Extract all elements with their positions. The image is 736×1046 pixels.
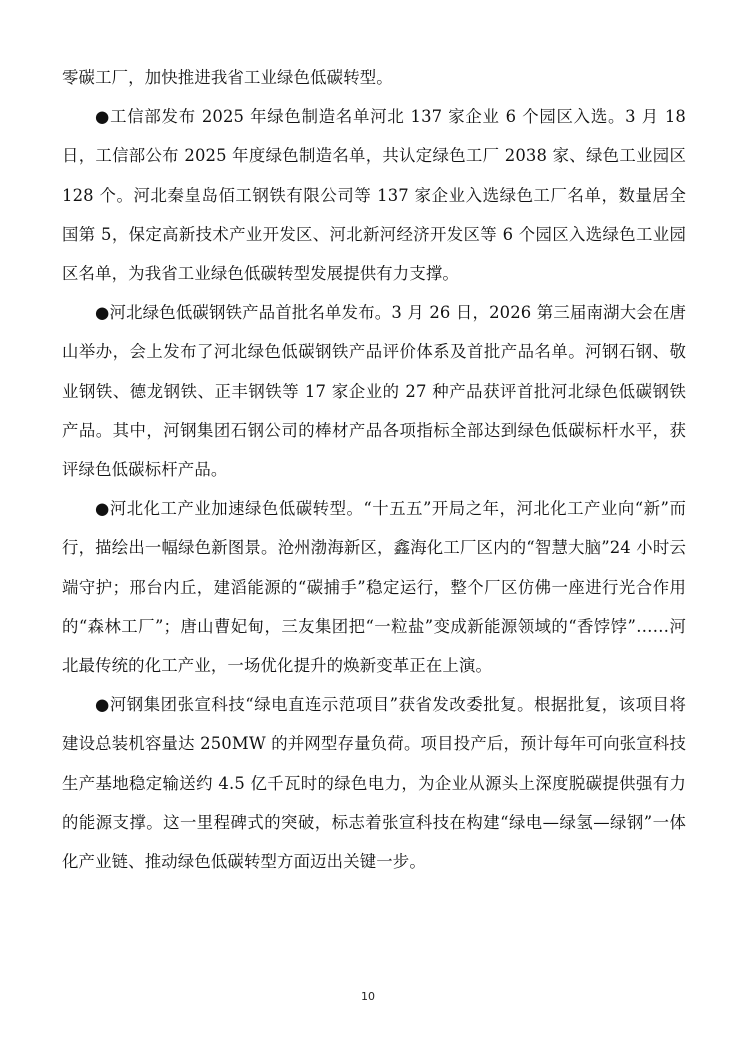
document-body (62, 58, 686, 881)
paragraph-green-manufacturing-list: ●工信部发布 2025 年绿色制造名单河北 137 家企业 6 个园区入选。3 月 18 日，工信部公布 2025 年度绿色制造名单，共认定绿色工厂 2038 家、绿色工业园区 128 个。河北秦皇岛佰工钢铁有限公司等 137 家企业入选绿色工厂名单，数量居全国第 5，保定高新技术产业开发区、河北新河经济开发区等 6 个园区入选绿色工业园区名单，为我省工业绿色低碳转型发展提供有力支撑。 (62, 107, 686, 284)
page-number: 10 (361, 990, 375, 1003)
paragraph-low-carbon-steel-products: ●河北绿色低碳钢铁产品首批名单发布。3 月 26 日，2026 第三届南湖大会在唐山举办，会上发布了河北绿色低碳钢铁产品评价体系及首批产品名单。河钢石钢、敬业钢铁、德龙钢铁、正丰钢铁等 17 家企业的 27 种产品获评首批河北绿色低碳钢铁产品。其中，河钢集团石钢公司的棒材产品各项指标全部达到绿色低碳标杆水平，获评绿色低碳标杆产品。 (62, 303, 686, 480)
paragraph-green-power-project: ●河钢集团张宣科技“绿电直连示范项目”获省发改委批复。根据批复，该项目将建设总装机容量达 250MW 的并网型存量负荷。项目投产后，预计每年可向张宣科技生产基地稳定输送约 4.5 亿千瓦时的绿色电力，为企业从源头上深度脱碳提供强有力的能源支撑。这一里程碑式的突破，标志着张宣科技在构建“绿电—绿氢—绿钢”一体化产业链、推动绿色低碳转型方面迈出关键一步。 (62, 695, 687, 872)
paragraph-continuation: 零碳工厂，加快推进我省工业绿色低碳转型。 (62, 68, 393, 87)
paragraph-chemical-industry-transformation: ●河北化工产业加速绿色低碳转型。“十五五”开局之年，河北化工产业向“新”而行，描绘出一幅绿色新图景。沧州渤海新区，鑫海化工厂区内的“智慧大脑”24 小时云端守护；邢台内丘，建滔能源的“碳捕手”稳定运行，整个厂区仿佛一座进行光合作用的“森林工厂”；唐山曹妃甸，三友集团把“一粒盐”变成新能源领域的“香饽饽”……河北最传统的化工产业，一场优化提升的焕新变革正在上演。 (62, 499, 686, 676)
